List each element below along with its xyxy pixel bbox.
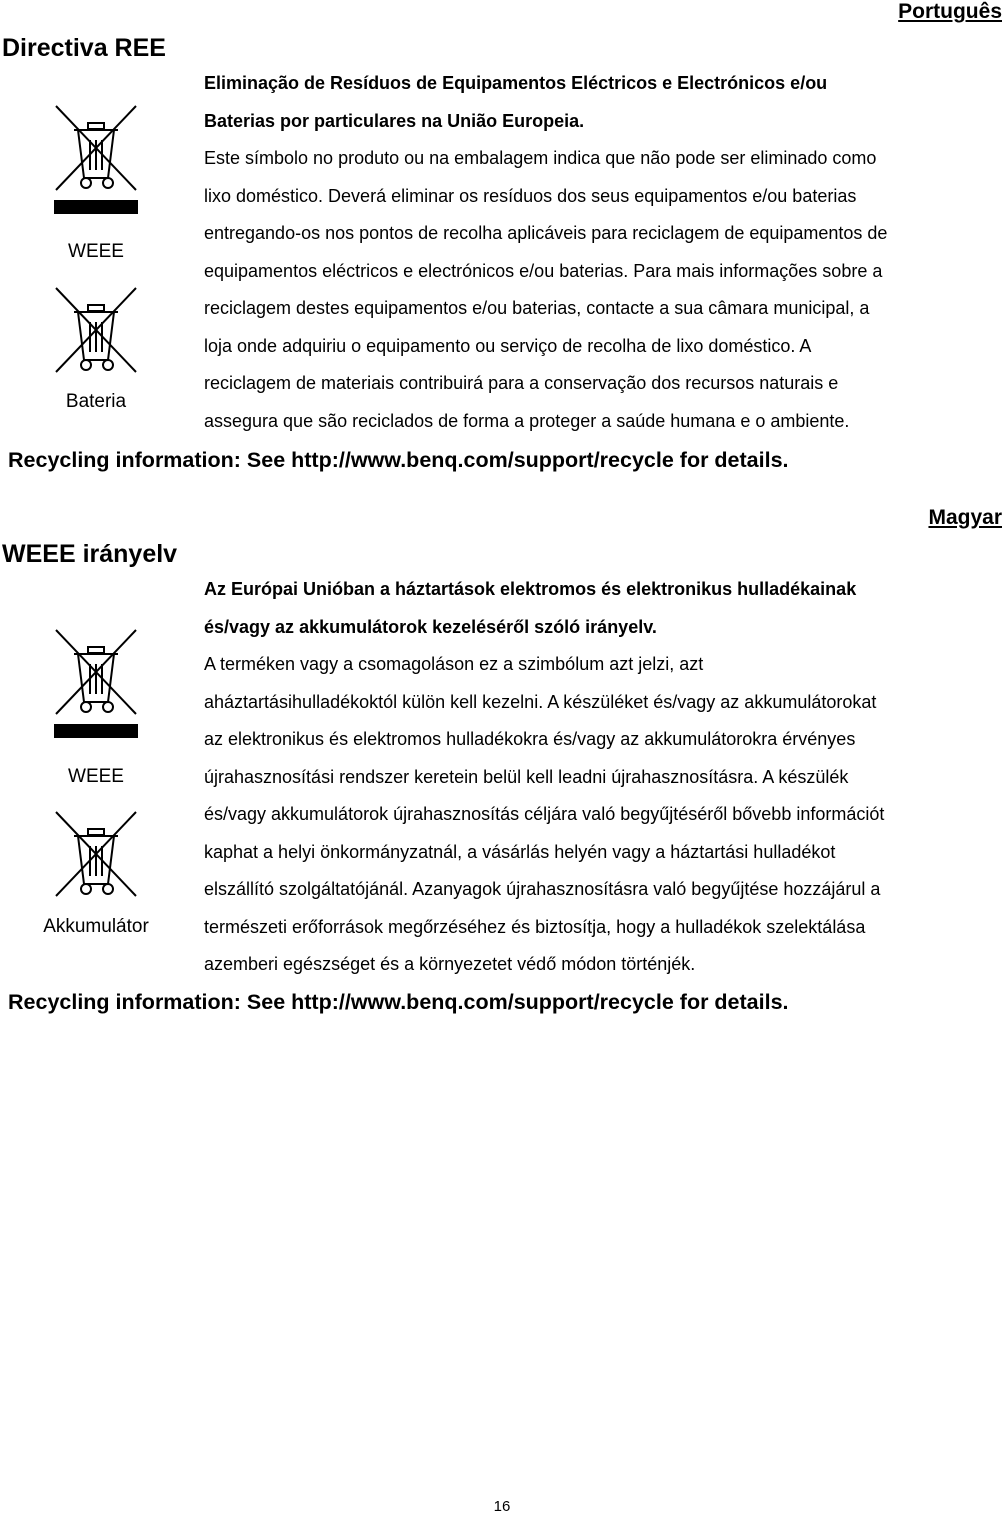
body-line: újrahasznosítási rendszer keretein belül kell leadni újrahasznosításra. A készülék [204,766,849,787]
section-heading-portuguese: Directiva REE [2,34,166,62]
language-label-portuguese: Português [898,0,1002,23]
body-line: kaphat a helyi önkormányzatnál, a vásárlás helyén vagy a háztartási hulladékot [204,841,836,862]
body-line: A terméken vagy a csomagoláson ez a szimbólum azt jelzi, azt [204,654,704,674]
icon-caption-bateria: Bateria [65,391,127,412]
icon-caption-weee: WEEE [68,241,124,262]
body-line: entregando-os nos pontos de recolha aplicáveis para reciclagem de equipamentos de [204,223,888,243]
title-line: Az Európai Unióban a háztartások elektromos és elektronikus hulladékainak [204,579,857,599]
weee-bin-icon [50,104,142,216]
recycling-info-portuguese: Recycling information: See http://www.benq.com/support/recycle for details. [8,448,789,472]
body-line: lixo doméstico. Deverá eliminar os resíduos dos seus equipamentos e/ou baterias [204,185,857,206]
body-line: aháztartásihulladékoktól külön kell kezelni. A készüléket és/vagy az akkumulátorokat [204,691,877,712]
body-line: azemberi egészséget és a környezetet védő módon történjék. [204,954,696,974]
body-text-hungarian [204,571,1004,984]
battery-bin-icon [50,286,142,376]
body-line: természeti erőforrások megőrzéséhez és biztosítja, hogy a hulladékok szelektálása [204,916,866,937]
body-line: equipamentos eléctricos e electrónicos e/ou baterias. Para mais informações sobre a [204,260,883,281]
icon-caption-weee: WEEE [68,766,124,787]
battery-bin-icon [50,810,142,900]
body-line: és/vagy akkumulátorok újrahasznosítás céljára való begyűjtéséről bővebb információt [204,804,885,824]
page-number: 16 [493,1498,511,1515]
body-line: reciclagem de materiais contribuirá para a conservação dos recursos naturais e [204,373,839,393]
body-line: loja onde adquiriu o equipamento ou serviço de recolha de lixo doméstico. A [204,335,812,356]
title-line: Baterias por particulares na União Europeia. [204,110,585,131]
body-text-portuguese [204,65,1004,440]
body-line: reciclagem destes equipamentos e/ou baterias, contacte a sua câmara municipal, a [204,298,870,318]
language-label-hungarian: Magyar [928,506,1002,529]
section-heading-hungarian: WEEE irányelv [2,540,178,568]
weee-bin-icon [50,628,142,740]
body-line: az elektronikus és elektromos hulladékokra és/vagy az akkumulátorokra érvényes [204,729,856,749]
icon-caption-akkumulator: Akkumulátor [43,916,149,937]
recycling-info-hungarian: Recycling information: See http://www.benq.com/support/recycle for details. [8,990,789,1014]
body-line: assegura que são reciclados de forma a proteger a saúde humana e o ambiente. [204,410,850,431]
body-line: elszállító szolgáltatójánál. Azanyagok újrahasznosításra való begyűjtése hozzájárul a [204,879,881,899]
title-line: Eliminação de Resíduos de Equipamentos Eléctricos e Electrónicos e/ou [204,73,828,93]
body-line: Este símbolo no produto ou na embalagem indica que não pode ser eliminado como [204,148,877,168]
title-line: és/vagy az akkumulátorok kezeléséről szóló irányelv. [204,616,657,637]
